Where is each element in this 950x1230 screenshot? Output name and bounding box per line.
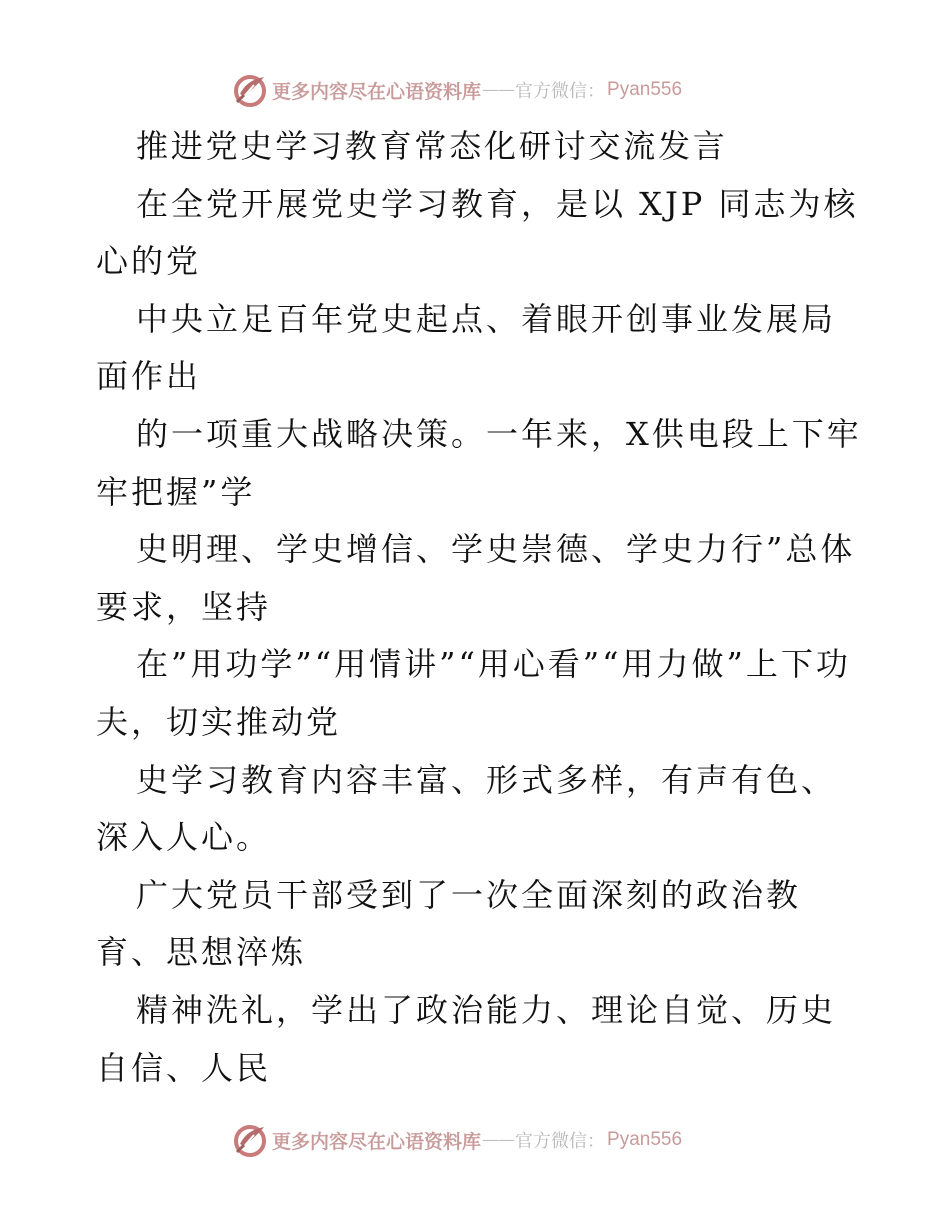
document-paragraph-1: 在全党开展党史学习教育，是以 XJP 同志为核心的党: [96, 184, 859, 281]
banner-separator: ——: [482, 1130, 515, 1150]
header-banner: [232, 71, 718, 109]
document-paragraph-3: 的一项重大战略决策。一年来，X供电段上下牢牢把握”学: [96, 414, 862, 511]
footer-banner: [232, 1121, 718, 1159]
wechat-label: 官方微信：: [515, 1131, 606, 1152]
document-content: [96, 118, 866, 1108]
document-paragraph-8: 精神洗礼，学出了政治能力、理论自觉、历史自信、人民: [96, 990, 837, 1087]
banner-promo-text: 更多内容尽在心语资料库: [272, 1130, 482, 1153]
banner-separator: ——: [482, 80, 515, 100]
document-paragraph-2: 中央立足百年党史起点、着眼开创事业发展局面作出: [96, 299, 837, 396]
quill-pen-logo-icon: [232, 1122, 268, 1158]
document-paragraph-4: 史明理、学史增信、学史崇德、学史力行”总体要求，坚持: [96, 530, 856, 626]
wechat-label: 官方微信：: [515, 81, 606, 102]
quill-pen-logo-icon: [232, 72, 268, 108]
document-paragraph-5: 在”用功学”“用情讲”“用心看”“用力做”上下功夫，切实推动党: [96, 645, 851, 741]
banner-promo-text: 更多内容尽在心语资料库: [272, 80, 482, 103]
document-paragraph-6: 史学习教育内容丰富、形式多样，有声有色、深入人心。: [96, 760, 837, 857]
wechat-id: Pyan556: [607, 1129, 683, 1150]
wechat-id: Pyan556: [607, 79, 683, 100]
document-paragraph-7: 广大党员干部受到了一次全面深刻的政治教育、思想淬炼: [96, 875, 802, 972]
document-title: 推进党史学习教育常态化研讨交流发言: [136, 127, 728, 165]
